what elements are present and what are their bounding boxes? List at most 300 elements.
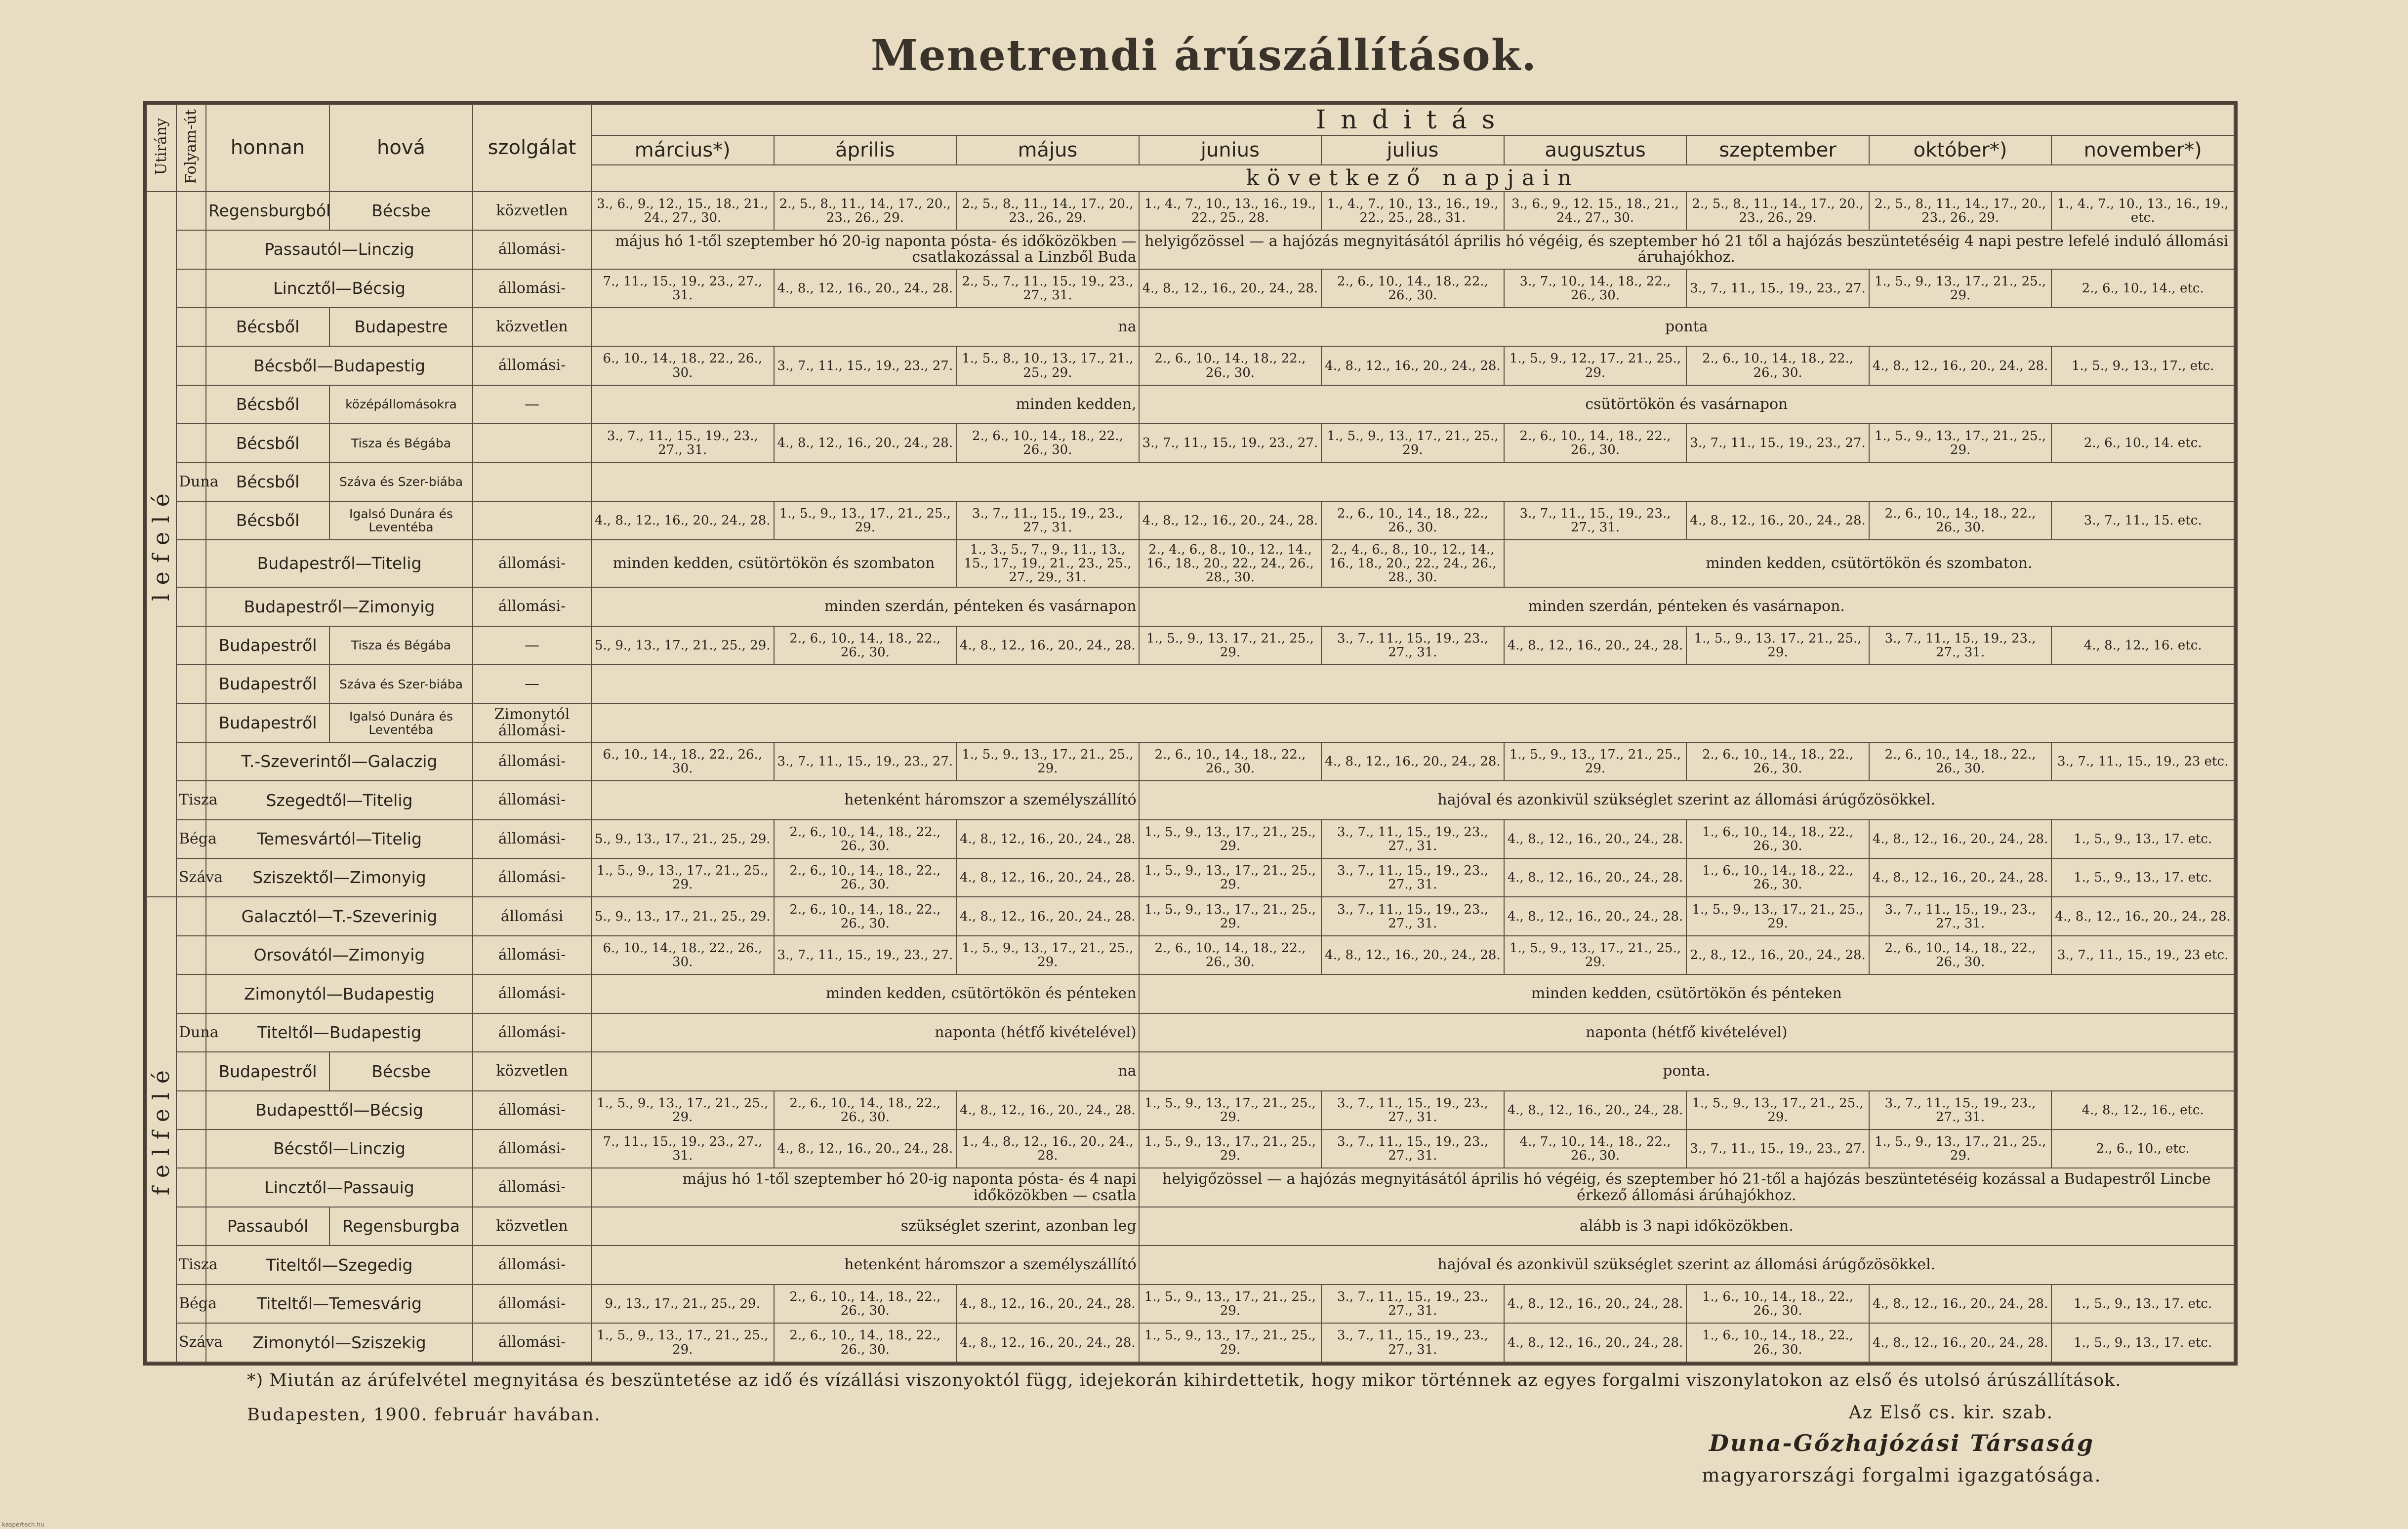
schedule-cell: 2., 6., 10., 14., 18., 22., 26., 30. [774,626,957,665]
route: Budapesttől—Bécsig [206,1091,473,1129]
schedule-cell: 2., 6., 10., 14. etc. [2051,424,2234,462]
schedule-cell: 1., 5., 9., 13., 17., 21., 25., 29. [1139,1323,1322,1362]
schedule-cell: 3., 7., 11., 15., 19., 23., 27. [1686,1129,1869,1168]
service-cell: állomási- [473,1246,591,1284]
schedule-cell: 4., 8., 12., 16., 20., 24., 28. [1321,936,1504,974]
schedule-cell: 3., 7., 11., 15., 19., 23., 27. [774,346,957,385]
route-to: Igalsó Dunára és Leventéba [329,703,473,742]
schedule-cell: 1., 5., 9., 13., 17., 21., 25., 29. [591,1091,774,1129]
schedule-cell: 1., 3., 5., 7., 9., 11., 13., 15., 17., 19., 21., 23., 25., 27., 29., 31. [956,540,1139,587]
col-utirany: Utirány [147,105,176,192]
schedule-cell: 5., 9., 13., 17., 21., 25., 29. [591,897,774,935]
route-from: Budapestről [206,665,329,703]
schedule-note: hajóval és azonkivül szükséglet szerint az állomási árúgőzösökkel. [1139,1246,2234,1284]
route: Bécsből—Budapestig [206,346,473,385]
schedule-cell: 2., 5., 8., 11., 14., 17., 20., 23., 26., 29. [774,192,957,230]
table-row [147,587,2234,626]
river-cell [176,346,206,385]
schedule-note: na [591,1052,1139,1090]
service-cell: — [473,385,591,424]
col-szolgalat: szolgálat [473,105,591,192]
table-row [147,936,2234,974]
schedule-cell: 2., 6., 10., 14., 18., 22., 26., 30. [774,897,957,935]
schedule-cell: 2., 6., 10., 14., 18., 22., 26., 30. [1869,936,2052,974]
schedule-cell: 2., 6., 10., 14., 18., 22., 26., 30. [1139,936,1322,974]
schedule-cell: 6., 10., 14., 18., 22., 26., 30. [591,936,774,974]
route-to: Budapestre [329,308,473,346]
month-header: március*) [591,135,774,165]
direction-lefele: lefelé [147,192,176,897]
signature-company: Duna-Gőzhajózási Társaság [1709,1430,2095,1456]
route: T.-Szeverintől—Galaczig [206,742,473,781]
schedule-cell: 1., 5., 9., 13., 17., 21., 25., 29. [1139,858,1322,897]
schedule-cell: 3., 6., 9., 12., 15., 18., 21., 24., 27., 30. [591,192,774,230]
schedule-note: minden kedden, csütörtökön és pénteken [1139,974,2234,1013]
schedule-cell: 1., 4., 7., 10., 13., 16., 19., 22., 25., 28. [1139,192,1322,230]
schedule-cell: 1., 5., 9., 13., 17. etc. [2051,1285,2234,1323]
table-row [147,1246,2234,1284]
route-to: középállomásokra [329,385,473,424]
route: Lincztől—Bécsig [206,269,473,308]
schedule-note: minden kedden, csütörtökön és szombaton [591,540,956,587]
schedule-cell: 1., 5., 9., 13., 17. etc. [2051,820,2234,858]
route: Orsovától—Zimonyig [206,936,473,974]
route-to: Tisza és Bégába [329,424,473,462]
service-cell: állomási- [473,820,591,858]
schedule-cell: 2., 4., 6., 8., 10., 12., 14., 16., 18., 20., 22., 24., 26., 28., 30. [1321,540,1504,587]
route-from: Budapestről [206,1052,329,1090]
river-cell [176,308,206,346]
schedule-cell: 3., 7., 11., 15., 19., 23., 27., 31. [1321,1129,1504,1168]
table-row [147,897,2234,935]
table-row [147,346,2234,385]
month-header: augusztus [1504,135,1687,165]
table-row [147,463,2234,501]
service-cell: állomási- [473,1013,591,1052]
schedule-note: alább is 3 napi időközökben. [1139,1207,2234,1246]
schedule-cell: 2., 6., 10., 14., etc. [2051,269,2234,308]
schedule-cell: 3., 7., 11., 15., 19., 23., 27., 31. [1321,1285,1504,1323]
schedule-note: csütörtökön és vasárnapon [1139,385,2234,424]
route-from: Bécsből [206,385,329,424]
schedule-cell: 1., 6., 10., 14., 18., 22., 26., 30. [1686,1323,1869,1362]
service-cell: közvetlen [473,192,591,230]
river-cell [176,540,206,587]
river-cell [176,1168,206,1207]
schedule-cell: 3., 7., 11., 15. etc. [2051,501,2234,540]
route: Lincztől—Passauig [206,1168,473,1207]
schedule-cell: 4., 8., 12., 16., 20., 24., 28. [1686,501,1869,540]
river-cell [176,587,206,626]
river-cell: Száva [176,1323,206,1362]
table-row [147,308,2234,346]
month-header: május [956,135,1139,165]
river-cell [176,230,206,269]
table-row [147,1013,2234,1052]
route-from: Regensburgból [206,192,329,230]
table-row [147,385,2234,424]
schedule-cell: 1., 5., 9., 13. 17., 21., 25., 29. [1686,626,1869,665]
service-cell: — [473,626,591,665]
schedule-cell: 2., 5., 7., 11., 15., 19., 23., 27., 31. [956,269,1139,308]
river-cell [176,385,206,424]
route-from: Bécsből [206,308,329,346]
schedule-cell: 1., 5., 9., 13. 17., 21., 25., 29. [1139,626,1322,665]
schedule-cell: 1., 5., 9., 13., 17., 21., 25., 29. [1321,424,1504,462]
schedule-cell: 2., 6., 10., 14., 18., 22., 26., 30. [774,1323,957,1362]
schedule-cell: 4., 8., 12., 16., 20., 24., 28. [1504,858,1687,897]
schedule-note: helyigőzössel — a hajózás megnyitásától április hó végéig, és szeptember hó 21-től a hajózás beszüntetéséig kozással a Budapestről Lincbe érkező állomási árúhajókhoz. [1139,1168,2234,1207]
schedule-cell: 2., 4., 6., 8., 10., 12., 14., 16., 18., 20., 22., 24., 26., 28., 30. [1139,540,1322,587]
month-header: junius [1139,135,1322,165]
schedule-cell: 1., 5., 9., 13., 17., etc. [2051,346,2234,385]
route-from: Bécsből [206,501,329,540]
schedule-cell: 4., 8., 12., 16. etc. [2051,626,2234,665]
schedule-cell: 4., 8., 12., 16., 20., 24., 28. [956,820,1139,858]
schedule-cell: 1., 4., 7., 10., 13., 16., 19., 22., 25., 28., 31. [1321,192,1504,230]
schedule-note: hajóval és azonkivül szükséglet szerint az állomási árúgőzösökkel. [1139,781,2234,819]
month-header: november*) [2051,135,2234,165]
schedule-cell: 4., 8., 12., 16., 20., 24., 28. [1869,1323,2052,1362]
schedule-cell: 2., 6., 10., 14., 18., 22., 26., 30. [1139,346,1322,385]
schedule-cell: 4., 8., 12., 16., 20., 24., 28. [1321,742,1504,781]
col-hova: hová [329,105,473,192]
schedule-cell: 4., 8., 12., 16., 20., 24., 28. [1869,820,2052,858]
route: Budapestről—Zimonyig [206,587,473,626]
schedule-cell: 3., 7., 10., 14., 18., 22., 26., 30. [1504,269,1687,308]
river-cell [176,626,206,665]
schedule-cell: 1., 5., 9., 13., 17., 21., 25., 29. [1139,897,1322,935]
table-row [147,540,2234,587]
table-row [147,230,2234,269]
inditas-header: Inditás [591,105,2234,135]
schedule-cell: 3., 7., 11., 15., 19., 23., 27., 31. [1869,1091,2052,1129]
table-row [147,1323,2234,1362]
river-cell [176,703,206,742]
route-from: Budapestről [206,626,329,665]
schedule-cell: 3., 7., 11., 15., 19., 23., 27. [1686,424,1869,462]
schedule-continued [591,703,2234,742]
schedule-note: hetenként háromszor a személyszállító [591,781,1139,819]
schedule-cell: 1., 5., 9., 13., 17., 21., 25., 29. [591,1323,774,1362]
schedule-cell: 4., 8., 12., 16., 20., 24., 28. [1504,1285,1687,1323]
schedule-cell: 2., 8., 12., 16., 20., 24., 28. [1686,936,1869,974]
schedule-cell: 1., 5., 9., 13., 17., 21., 25., 29. [1139,1129,1322,1168]
schedule-note: na [591,308,1139,346]
service-cell: állomási- [473,974,591,1013]
schedule-cell: 3., 7., 11., 15., 19., 23., 27., 31. [1321,1091,1504,1129]
schedule-note: május hó 1-től szeptember hó 20-ig naponta pósta- és 4 napi időközökben — csatla [591,1168,1139,1207]
schedule-cell: 4., 8., 12., 16., 20., 24., 28. [1504,820,1687,858]
river-cell [176,742,206,781]
schedule-cell: 2., 6., 10., 14., 18., 22., 26., 30. [774,858,957,897]
schedule-cell: 4., 8., 12., 16., 20., 24., 28. [1504,1091,1687,1129]
schedule-cell: 1., 5., 9., 13., 17., 21., 25., 29. [1869,1129,2052,1168]
schedule-cell: 6., 10., 14., 18., 22., 26., 30. [591,346,774,385]
schedule-cell: 2., 6., 10., 14., 18., 22., 26., 30. [1321,269,1504,308]
table-row [147,781,2234,819]
schedule-cell: 1., 5., 9., 13., 17., 21., 25., 29. [1686,1091,1869,1129]
schedule-note: szükséglet szerint, azonban leg [591,1207,1139,1246]
service-cell: állomási- [473,781,591,819]
service-cell: állomási- [473,936,591,974]
river-cell [176,269,206,308]
route-from: Bécsből [206,463,329,501]
river-cell [176,1129,206,1168]
schedule-cell: 3., 7., 11., 15., 19., 23., 27. [774,936,957,974]
schedule-cell: 3., 7., 11., 15., 19., 23 etc. [2051,742,2234,781]
schedule-cell: 4., 8., 12., 16., 20., 24., 28. [1869,1285,2052,1323]
schedule-note: minden kedden, [591,385,1139,424]
schedule-cell: 1., 6., 10., 14., 18., 22., 26., 30. [1686,820,1869,858]
schedule-cell: 3., 7., 11., 15., 19., 23., 27. [774,742,957,781]
river-cell [176,1052,206,1090]
route-to: Száva és Szer-biába [329,665,473,703]
signature-line-1: Az Első cs. kir. szab. [1848,1403,2054,1423]
river-cell: Száva [176,858,206,897]
schedule-cell: 1., 5., 9., 13., 17., 21., 25., 29. [1139,820,1322,858]
river-cell [176,192,206,230]
schedule-cell: 1., 5., 9., 13., 17., 21., 25., 29. [1139,1285,1322,1323]
schedule-cell: 2., 6., 10., 14., 18., 22., 26., 30. [1686,346,1869,385]
table-row [147,1052,2234,1090]
schedule-cell: 2., 6., 10., 14., 18., 22., 26., 30. [1869,501,2052,540]
dateline: Budapesten, 1900. február havában. [247,1405,601,1425]
route: Titeltől—Budapestig [206,1013,473,1052]
service-cell [473,463,591,501]
schedule-cell: 1., 5., 9., 13., 17., 21., 25., 29. [1504,936,1687,974]
schedule-cell: 2., 6., 10., 14., 18., 22., 26., 30. [774,820,957,858]
service-cell: közvetlen [473,1052,591,1090]
route: Sziszektől—Zimonyig [206,858,473,897]
kovetkezo-header: következő napjain [591,165,2234,192]
schedule-cell: 1., 5., 9., 13., 17., 21., 25., 29. [1504,742,1687,781]
direction-felfele: felfelé [147,897,176,1362]
service-cell: állomási- [473,230,591,269]
route: Szegedtől—Titelig [206,781,473,819]
table-row [147,1207,2234,1246]
schedule-cell: 4., 8., 12., 16., 20., 24., 28. [1504,897,1687,935]
route: Titeltől—Szegedig [206,1246,473,1284]
service-cell: állomási [473,897,591,935]
schedule-cell: 2., 6., 10., 14., 18., 22., 26., 30. [1869,742,2052,781]
table-row [147,269,2234,308]
schedule-cell: 1., 4., 8., 12., 16., 20., 24., 28. [956,1129,1139,1168]
schedule-cell: 1., 5., 9., 13., 17., 21., 25., 29. [956,936,1139,974]
river-cell: Béga [176,1285,206,1323]
table-row [147,424,2234,462]
schedule-cell: 4., 8., 12., 16., 20., 24., 28. [1869,346,2052,385]
route: Zimonytól—Sziszekig [206,1323,473,1362]
schedule-cell: 1., 5., 9., 13., 17. etc. [2051,1323,2234,1362]
schedule-cell: 3., 6., 9., 12. 15., 18., 21., 24., 27., 30. [1504,192,1687,230]
schedule-cell: 1., 5., 9., 13., 17. etc. [2051,858,2234,897]
schedule-cell: 4., 8., 12., 16., 20., 24., 28. [2051,897,2234,935]
service-cell: állomási- [473,1168,591,1207]
schedule-cell: 4., 8., 12., 16., etc. [2051,1091,2234,1129]
corner-mark: kaspertech.hu [2,1521,44,1528]
service-cell: állomási- [473,1091,591,1129]
service-cell: állomási- [473,1323,591,1362]
schedule-cell: 9., 13., 17., 21., 25., 29. [591,1285,774,1323]
schedule-cell: 3., 7., 11., 15., 19., 23., 27., 31. [1321,897,1504,935]
river-cell: Duna [176,1013,206,1052]
schedule-cell: 3., 7., 11., 15., 19., 23., 27. [1686,269,1869,308]
schedule-cell: 1., 5., 9., 13., 17., 21., 25., 29. [956,742,1139,781]
schedule-cell: 4., 8., 12., 16., 20., 24., 28. [956,626,1139,665]
signature-line-3: magyarországi forgalmi igazgatósága. [1702,1464,2102,1486]
schedule-cell: 4., 8., 12., 16., 20., 24., 28. [956,858,1139,897]
table-row [147,742,2234,781]
schedule-cell: 4., 8., 12., 16., 20., 24., 28. [1139,501,1322,540]
table-row [147,703,2234,742]
schedule-cell: 2., 6., 10., 14., 18., 22., 26., 30. [774,1285,957,1323]
schedule-cell: 2., 6., 10., 14., 18., 22., 26., 30. [956,424,1139,462]
river-cell [176,501,206,540]
schedule-note: minden szerdán, pénteken és vasárnapon. [1139,587,2234,626]
timetable-sheet [143,101,2238,1366]
service-cell: állomási- [473,1129,591,1168]
river-cell [176,1207,206,1246]
river-cell [176,424,206,462]
schedule-cell: 3., 7., 11., 15., 19., 23., 27., 31. [956,501,1139,540]
schedule-note: ponta. [1139,1052,2234,1090]
schedule-note: minden kedden, csütörtökön és szombaton. [1504,540,2234,587]
river-cell [176,897,206,935]
route-to: Bécsbe [329,192,473,230]
river-cell [176,936,206,974]
schedule-cell: 4., 8., 12., 16., 20., 24., 28. [1869,858,2052,897]
schedule-cell: 4., 8., 12., 16., 20., 24., 28. [774,269,957,308]
service-cell: Zimonytól állomási- [473,703,591,742]
schedule-cell: 4., 8., 12., 16., 20., 24., 28. [1139,269,1322,308]
river-cell [176,665,206,703]
schedule-note: helyigőzössel — a hajózás megnyitásától április hó végéig, és szeptember hó 21 től a hajózás beszüntetéséig 4 napi pestre lefelé induló állomási áruhajókhoz. [1139,230,2234,269]
schedule-cell: 1., 4., 7., 10., 13., 16., 19., etc. [2051,192,2234,230]
service-cell: állomási- [473,269,591,308]
table-row [147,626,2234,665]
route-from: Passauból [206,1207,329,1246]
service-cell [473,424,591,462]
service-cell [473,501,591,540]
schedule-cell: 3., 7., 11., 15., 19., 23 etc. [2051,936,2234,974]
schedule-note: ponta [1139,308,2234,346]
route: Budapestről—Titelig [206,540,473,587]
schedule-cell: 4., 8., 12., 16., 20., 24., 28. [956,1323,1139,1362]
schedule-cell: 1., 5., 9., 13., 17., 21., 25., 29. [1869,269,2052,308]
schedule-cell: 3., 7., 11., 15., 19., 23., 27., 31. [1869,897,2052,935]
schedule-cell: 3., 7., 11., 15., 19., 23., 27., 31. [1321,1323,1504,1362]
service-cell: állomási- [473,742,591,781]
schedule-cell: 1., 5., 9., 13., 17., 21., 25., 29. [774,501,957,540]
schedule-cell: 1., 6., 10., 14., 18., 22., 26., 30. [1686,1285,1869,1323]
service-cell: állomási- [473,858,591,897]
route-to: Tisza és Bégába [329,626,473,665]
schedule-cell: 2., 5., 8., 11., 14., 17., 20., 23., 26., 29. [1686,192,1869,230]
service-cell: állomási- [473,587,591,626]
river-cell: Duna [176,463,206,501]
route-to: Igalsó Dunára és Leventéba [329,501,473,540]
route-from: Bécsből [206,424,329,462]
month-header: szeptember [1686,135,1869,165]
table-row [147,1285,2234,1323]
schedule-cell: 4., 8., 12., 16., 20., 24., 28. [956,897,1139,935]
schedule-cell: 3., 7., 11., 15., 19., 23., 27., 31. [1321,858,1504,897]
schedule-cell: 1., 5., 9., 13., 17., 21., 25., 29. [1139,1091,1322,1129]
month-header: október*) [1869,135,2052,165]
route: Passautól—Linczig [206,230,473,269]
schedule-cell: 6., 10., 14., 18., 22., 26., 30. [591,742,774,781]
schedule-cell: 2., 5., 8., 11., 14., 17., 20., 23., 26., 29. [956,192,1139,230]
schedule-cell: 1., 5., 9., 13., 17., 21., 25., 29. [1686,897,1869,935]
table-row [147,974,2234,1013]
schedule-cell: 1., 5., 8., 10., 13., 17., 21., 25., 29. [956,346,1139,385]
schedule-note: naponta (hétfő kivételével) [1139,1013,2234,1052]
route: Bécstől—Linczig [206,1129,473,1168]
schedule-cell: 3., 7., 11., 15., 19., 23., 27., 31. [1321,626,1504,665]
route: Galacztól—T.-Szeverinig [206,897,473,935]
schedule-cell: 2., 6., 10., 14., 18., 22., 26., 30. [1321,501,1504,540]
month-header: julius [1321,135,1504,165]
schedule-cell: 3., 7., 11., 15., 19., 23., 27., 31. [591,424,774,462]
schedule-cell: 1., 5., 9., 13., 17., 21., 25., 29. [1869,424,2052,462]
route: Temesvártól—Titelig [206,820,473,858]
schedule-cell: 5., 9., 13., 17., 21., 25., 29. [591,626,774,665]
schedule-continued [591,665,2234,703]
table-row [147,858,2234,897]
route-to: Száva és Szer-biába [329,463,473,501]
schedule-cell: 4., 8., 12., 16., 20., 24., 28. [956,1285,1139,1323]
river-cell: Béga [176,820,206,858]
schedule-cell: 2., 6., 10., 14., 18., 22., 26., 30. [1139,742,1322,781]
footnote: *) Miután az árúfelvétel megnyitása és beszüntetése az idő és vízállási viszonyoktól függ, idejekorán kihirdettetik, hogy mikor történnek az egyes forgalmi viszonylatokon az első és utolsó árúszállítások. [247,1370,2122,1390]
schedule-cell: 7., 11., 15., 19., 23., 27., 31. [591,1129,774,1168]
schedule-note: naponta (hétfő kivételével) [591,1013,1139,1052]
service-cell: közvetlen [473,1207,591,1246]
table-row [147,501,2234,540]
col-folyam: Folyam-út [176,105,206,192]
schedule-cell: 5., 9., 13., 17., 21., 25., 29. [591,820,774,858]
river-cell [176,1091,206,1129]
service-cell: — [473,665,591,703]
schedule-cell: 1., 6., 10., 14., 18., 22., 26., 30. [1686,858,1869,897]
route-from: Budapestről [206,703,329,742]
schedule-cell: 3., 7., 11., 15., 19., 23., 27. [1139,424,1322,462]
month-header: április [774,135,957,165]
schedule-cell: 7., 11., 15., 19., 23., 27., 31. [591,269,774,308]
schedule-cell: 4., 8., 12., 16., 20., 24., 28. [1321,346,1504,385]
schedule-cell: 1., 5., 9., 13., 17., 21., 25., 29. [591,858,774,897]
service-cell: állomási- [473,346,591,385]
river-cell: Tisza [176,1246,206,1284]
schedule-cell: 4., 8., 12., 16., 20., 24., 28. [956,1091,1139,1129]
route: Titeltől—Temesvárig [206,1285,473,1323]
service-cell: állomási- [473,540,591,587]
timetable [146,104,2235,1363]
schedule-cell: 2., 6., 10., etc. [2051,1129,2234,1168]
schedule-cell: 3., 7., 11., 15., 19., 23., 27., 31. [1504,501,1687,540]
schedule-note: hetenként háromszor a személyszállító [591,1246,1139,1284]
table-row [147,192,2234,230]
schedule-note: minden kedden, csütörtökön és pénteken [591,974,1139,1013]
schedule-continued [591,463,2234,501]
schedule-cell: 4., 8., 12., 16., 20., 24., 28. [774,1129,957,1168]
schedule-cell: 4., 8., 12., 16., 20., 24., 28. [1504,626,1687,665]
schedule-note: minden szerdán, pénteken és vasárnapon [591,587,1139,626]
table-row [147,1091,2234,1129]
route: Zimonytól—Budapestig [206,974,473,1013]
schedule-cell: 3., 7., 11., 15., 19., 23., 27., 31. [1869,626,2052,665]
